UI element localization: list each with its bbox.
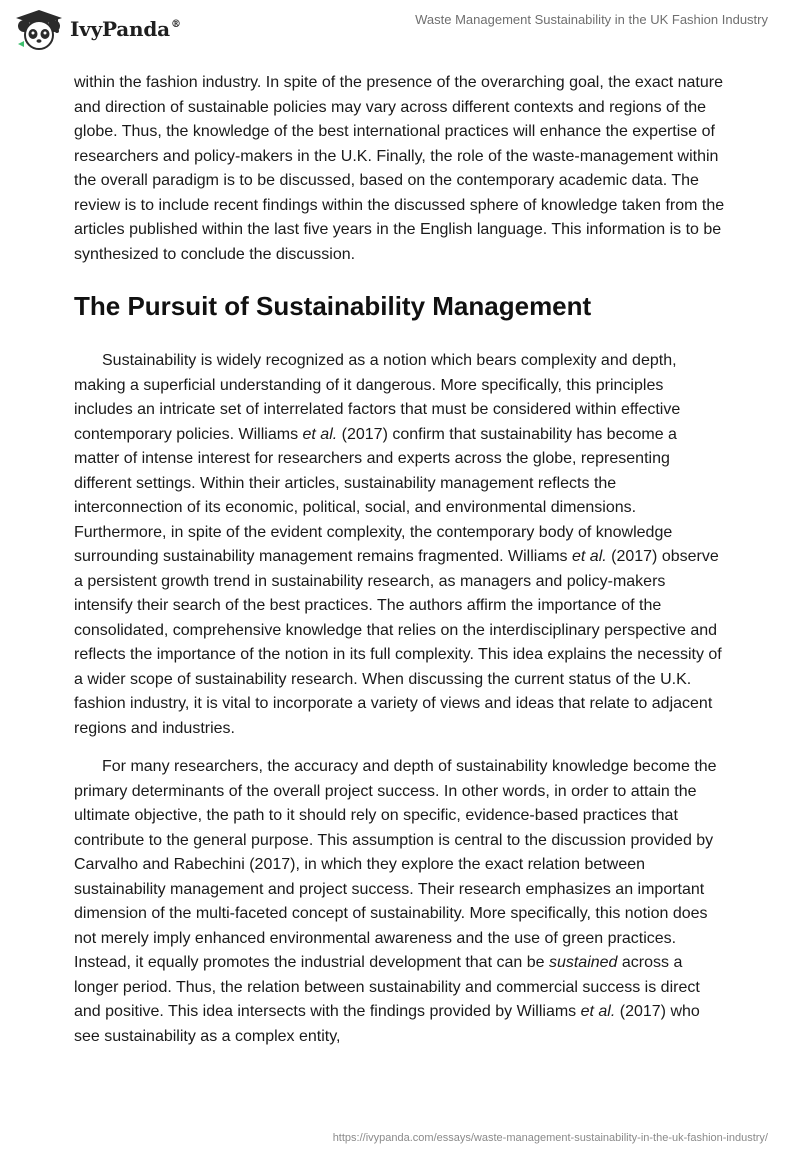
source-url-link[interactable]: https://ivypanda.com/essays/waste-management-sustainability-in-the-uk-fashion-industry/ <box>332 1132 768 1144</box>
document-title: Waste Management Sustainability in the UK Fashion Industry <box>415 12 768 27</box>
essay-body <box>74 71 726 1049</box>
logo-link[interactable] <box>14 8 181 50</box>
brand-name: IvyPanda® <box>70 17 181 41</box>
panda-mascot-icon <box>14 8 64 50</box>
section-heading: The Pursuit of Sustainability Management <box>74 291 592 321</box>
paragraph-sustainability-complexity: Sustainability is widely recognized as a notion which bears complexity and depth, making a superficial understanding of it dangerous. More specifically, this principles includes an intricate set of interrelated factors that must be considered within effective contemporary policies. Williams et al. (2017) confirm that sustainability has become a matter of intense interest for researchers and experts across the globe, representing different settings. Within their articles, sustainability management reflects the interconnection of its economic, political, social, and environmental dimensions. Furthermore, in spite of the evident complexity, the contemporary body of knowledge surrounding sustainability management remains fragmented. Williams et al. (2017) observe a persistent growth trend in sustainability research, as managers and policy-makers intensify their search of the best practices. The authors affirm the importance of the consolidated, comprehensive knowledge that relies on the interdisciplinary perspective and reflects the importance of the notion in its full complexity. This idea explains the necessity of a wider scope of sustainability research. When discussing the current status of the U.K. fashion industry, it is vital to incorporate a variety of views and ideas that relate to adjacent regions and industries. <box>74 352 722 737</box>
page-header <box>0 0 800 64</box>
paragraph-project-success: For many researchers, the accuracy and depth of sustainability knowledge become the primary determinants of the overall project success. In other words, in order to attain the ultimate objective, the path to it should rely on specific, evidence-based practices that contribute to the general purpose. This assumption is central to the discussion provided by Carvalho and Rabechini (2017), in which they explore the exact relation between sustainability management and project success. Their research emphasizes an important dimension of the multi-faceted concept of sustainability. More specifically, this notion does not merely imply enhanced environmental awareness and the use of green practices. Instead, it equally promotes the industrial development that can be sustained across a longer period. Thus, the relation between sustainability and commercial success is direct and positive. This idea intersects with the findings provided by Williams et al. (2017) who see sustainability as a complex entity, <box>74 758 717 1045</box>
paragraph-intro-continuation: within the fashion industry. In spite of the presence of the overarching goal, the exact nature and direction of sustainable policies may vary across different contexts and regions of the globe. Thus, the knowledge of the best international practices will enhance the expertise of researchers and policy-makers in the U.K. Finally, the role of the waste-management within the overall paradigm is to be discussed, based on the contemporary academic data. The review is to include recent findings within the discussed sphere of knowledge taken from the articles published within the last five years in the English language. This information is to be synthesized to conclude the discussion. <box>74 74 725 263</box>
